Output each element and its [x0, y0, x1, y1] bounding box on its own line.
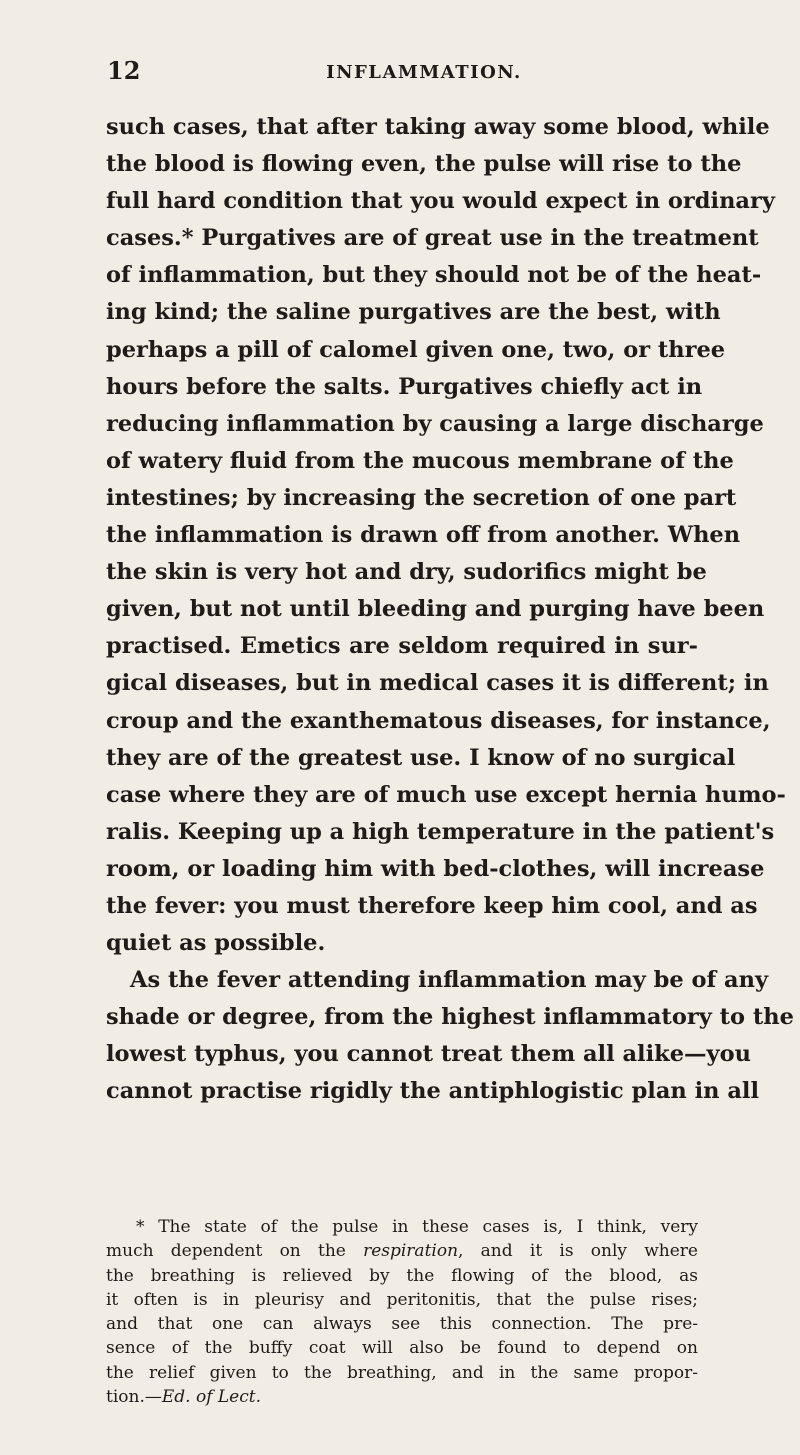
- footnote-line: * The state of the pulse in these cases is, I think, very: [136, 1217, 698, 1237]
- editor-signature: Ed. of Lect.: [161, 1387, 261, 1408]
- footnote-line: the relief given to the breathing, and in the same propor-: [106, 1362, 698, 1383]
- footnote-line: it often is in pleurisy and peritonitis, that the pulse rises;: [106, 1289, 698, 1310]
- footnote-line: sence of the buffy coat will also be found to depend on: [106, 1338, 698, 1359]
- body-line: room, or loading him with bed-clothes, will increase: [106, 855, 765, 882]
- body-line: such cases, that after taking away some blood, while: [106, 114, 770, 140]
- body-line: gical diseases, but in medical cases it is different; in: [106, 670, 769, 697]
- body-line: As the fever attending inflammation may be of any: [130, 967, 769, 994]
- body-line: lowest typhus, you cannot treat them all alike—you: [106, 1041, 751, 1068]
- body-line: cases.* Purgatives are of great use in the treatment: [106, 225, 759, 252]
- page-number: 12: [107, 56, 141, 85]
- body-line: ing kind; the saline purgatives are the best, with: [106, 299, 721, 326]
- footnote-line: [106, 1385, 698, 1409]
- body-line: reducing inflammation by causing a large discharge: [106, 410, 764, 437]
- body-line: croup and the exanthematous diseases, for instance,: [106, 707, 771, 734]
- footnote-line: and that one can always see this connection. The pre-: [106, 1314, 698, 1335]
- body-line: the inflammation is drawn off from another. When: [106, 522, 741, 549]
- body-line: shade or degree, from the highest inflammatory to the: [106, 1004, 794, 1031]
- footnote-emphasis: respiration: [363, 1241, 459, 1262]
- body-line: they are of the greatest use. I know of no surgical: [106, 744, 736, 771]
- body-line: hours before the salts. Purgatives chiefly act in: [106, 373, 703, 400]
- footnote-text: , and it is only where: [458, 1241, 698, 1262]
- body-line: given, but not until bleeding and purging have been: [106, 596, 765, 623]
- body-line: intestines; by increasing the secretion of one part: [106, 484, 737, 511]
- body-line: ralis. Keeping up a high temperature in the patient's: [106, 818, 775, 845]
- footnote-line: [106, 1239, 698, 1263]
- page-header: [0, 56, 800, 96]
- body-line: case where they are of much use except hernia humo-: [106, 781, 786, 808]
- body-text: [106, 109, 794, 1111]
- footnote: [106, 1215, 698, 1409]
- body-line: full hard condition that you would expect in ordinary: [106, 188, 775, 215]
- footnote-text: tion.—: [106, 1387, 162, 1408]
- running-head: INFLAMMATION.: [326, 62, 522, 83]
- body-line: practised. Emetics are seldom required in sur-: [106, 633, 698, 660]
- body-line: of watery fluid from the mucous membrane of the: [106, 447, 734, 474]
- footnote-line: the breathing is relieved by the flowing of the blood, as: [106, 1265, 698, 1286]
- body-line: quiet as possible.: [106, 930, 326, 957]
- body-line: the skin is very hot and dry, sudorifics might be: [106, 559, 707, 586]
- body-line: the blood is flowing even, the pulse will rise to the: [106, 151, 742, 178]
- footnote-text: much dependent on the: [106, 1241, 364, 1262]
- body-line: the fever: you must therefore keep him cool, and as: [106, 892, 758, 919]
- body-line: perhaps a pill of calomel given one, two, or three: [106, 336, 726, 363]
- body-line: cannot practise rigidly the antiphlogistic plan in all: [106, 1078, 760, 1105]
- body-line: of inflammation, but they should not be of the heat-: [106, 262, 762, 289]
